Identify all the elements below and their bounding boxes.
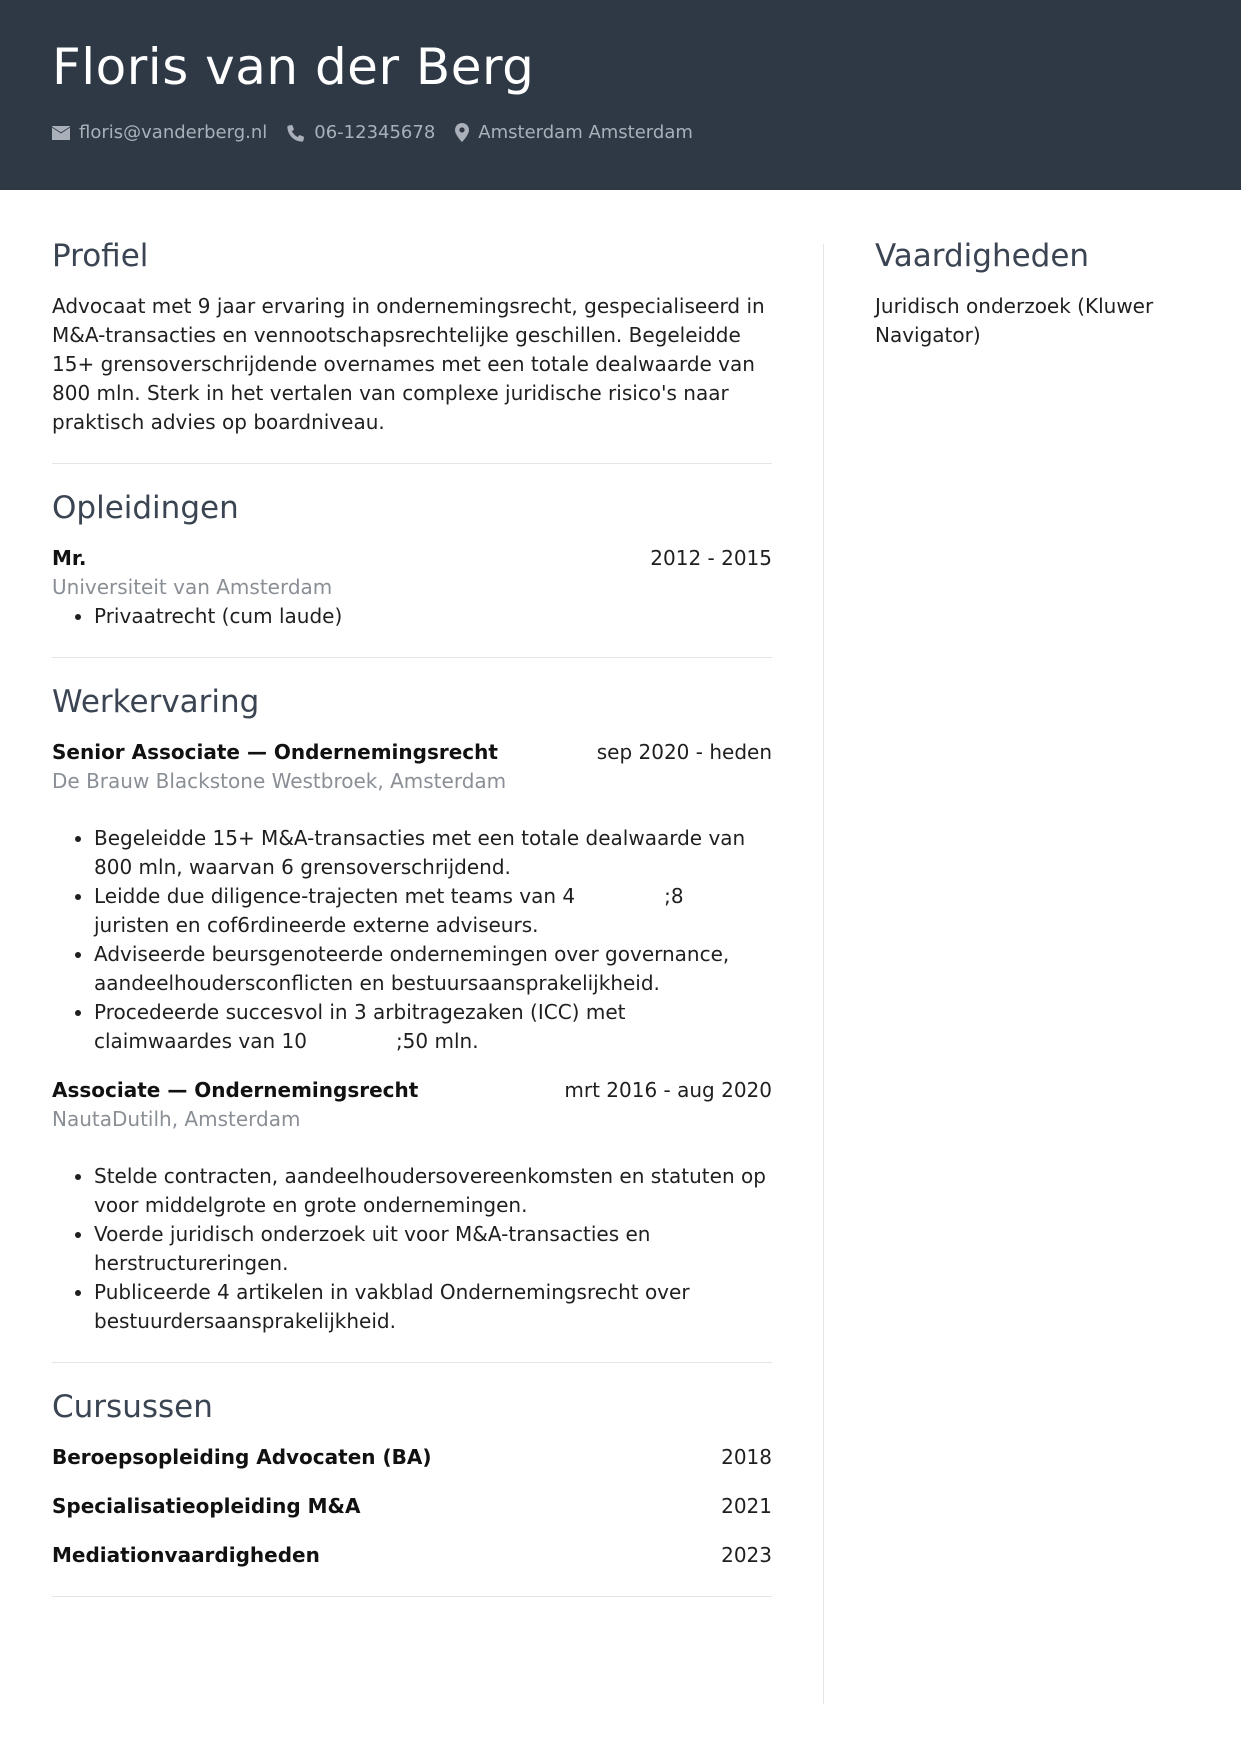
job-dates: sep 2020 - heden (596, 740, 772, 764)
course-entry (52, 1541, 772, 1570)
course-entry (52, 1443, 772, 1472)
job-title: Associate — Ondernemingsrecht (52, 1078, 419, 1102)
job-title: Senior Associate — Ondernemingsrecht (52, 740, 498, 764)
email-text: floris@vanderberg.nl (79, 122, 268, 143)
contact-location (455, 122, 693, 143)
list-item: • Procedeerde succesvol in 3 arbitragezaken (ICC) met claimwaardes van 10 ;50 mln. (94, 998, 772, 1056)
job-bullets (52, 824, 772, 1056)
phone-icon (287, 124, 305, 142)
profile-text: Advocaat met 9 jaar ervaring in ondernemingsrecht, gespecialiseerd in M&A-transacties en vennootschapsrechtelijke geschillen. Begeleidde 15+ grensoverschrijdende overnames met een totale dealwaarde van 800 mln. Sterk in het vertalen van complexe juridische risico's naar praktisch advies op boardniveau. (52, 294, 765, 434)
courses-section (52, 1389, 772, 1597)
list-item: • Leidde due diligence-trajecten met teams van 4 ;8 juristen en cof6rdineerde externe adviseurs. (94, 882, 772, 940)
list-item: • Stelde contracten, aandeelhoudersovereenkomsten en statuten op voor middelgrote en grote ondernemingen. (94, 1162, 772, 1220)
list-item: • Privaatrecht (cum laude) (94, 602, 772, 631)
phone-text: 06-12345678 (314, 122, 436, 143)
job-entry (52, 738, 772, 1056)
list-item: • Publiceerde 4 artikelen in vakblad Ondernemingsrecht over bestuurdersaansprakelijkheid. (94, 1278, 772, 1336)
job-company: De Brauw Blackstone Westbroek, Amsterdam (52, 769, 507, 793)
list-item: • Adviseerde beursgenoteerde ondernemingen over governance, aandeelhoudersconflicten en bestuursaansprakelijkheid. (94, 940, 772, 998)
course-year: 2018 (721, 1445, 772, 1469)
course-name: Specialisatieopleiding M&A (52, 1494, 361, 1518)
contact-email[interactable] (52, 122, 267, 143)
course-year: 2023 (721, 1543, 772, 1567)
header-banner (0, 0, 1241, 190)
skills-heading: Vaardigheden (875, 238, 1090, 274)
sidebar-column (875, 238, 1205, 350)
education-dates: 2012 - 2015 (650, 546, 772, 570)
main-column (52, 238, 772, 1623)
profile-section (52, 238, 772, 464)
education-section (52, 490, 772, 658)
course-entry (52, 1492, 772, 1521)
experience-heading: Werkervaring (52, 684, 260, 720)
profile-heading: Profiel (52, 238, 149, 274)
job-entry (52, 1076, 772, 1336)
skill-item: Juridisch onderzoek (Kluwer Navigator) (875, 294, 1154, 347)
course-year: 2021 (721, 1494, 772, 1518)
job-company: NautaDutilh, Amsterdam (52, 1107, 301, 1131)
job-dates: mrt 2016 - aug 2020 (564, 1078, 772, 1102)
course-name: Beroepsopleiding Advocaten (BA) (52, 1445, 432, 1469)
envelope-icon (52, 126, 70, 140)
experience-section (52, 684, 772, 1363)
education-institution: Universiteit van Amsterdam (52, 575, 333, 599)
location-text: Amsterdam Amsterdam (478, 122, 693, 143)
education-entry (52, 544, 772, 631)
education-details (52, 602, 772, 631)
list-item: • Begeleidde 15+ M&A-transacties met een totale dealwaarde van 800 mln, waarvan 6 grensoverschrijdend. (94, 824, 772, 882)
contact-phone[interactable] (287, 122, 435, 143)
contact-bar (52, 122, 713, 143)
candidate-name: Floris van der Berg (52, 38, 535, 96)
list-item: • Voerde juridisch onderzoek uit voor M&A-transacties en herstructureringen. (94, 1220, 772, 1278)
column-divider (823, 244, 824, 1704)
course-name: Mediationvaardigheden (52, 1543, 320, 1567)
job-bullets (52, 1162, 772, 1336)
location-pin-icon (455, 123, 469, 142)
education-degree: Mr. (52, 546, 87, 570)
education-heading: Opleidingen (52, 490, 239, 526)
courses-heading: Cursussen (52, 1389, 213, 1425)
